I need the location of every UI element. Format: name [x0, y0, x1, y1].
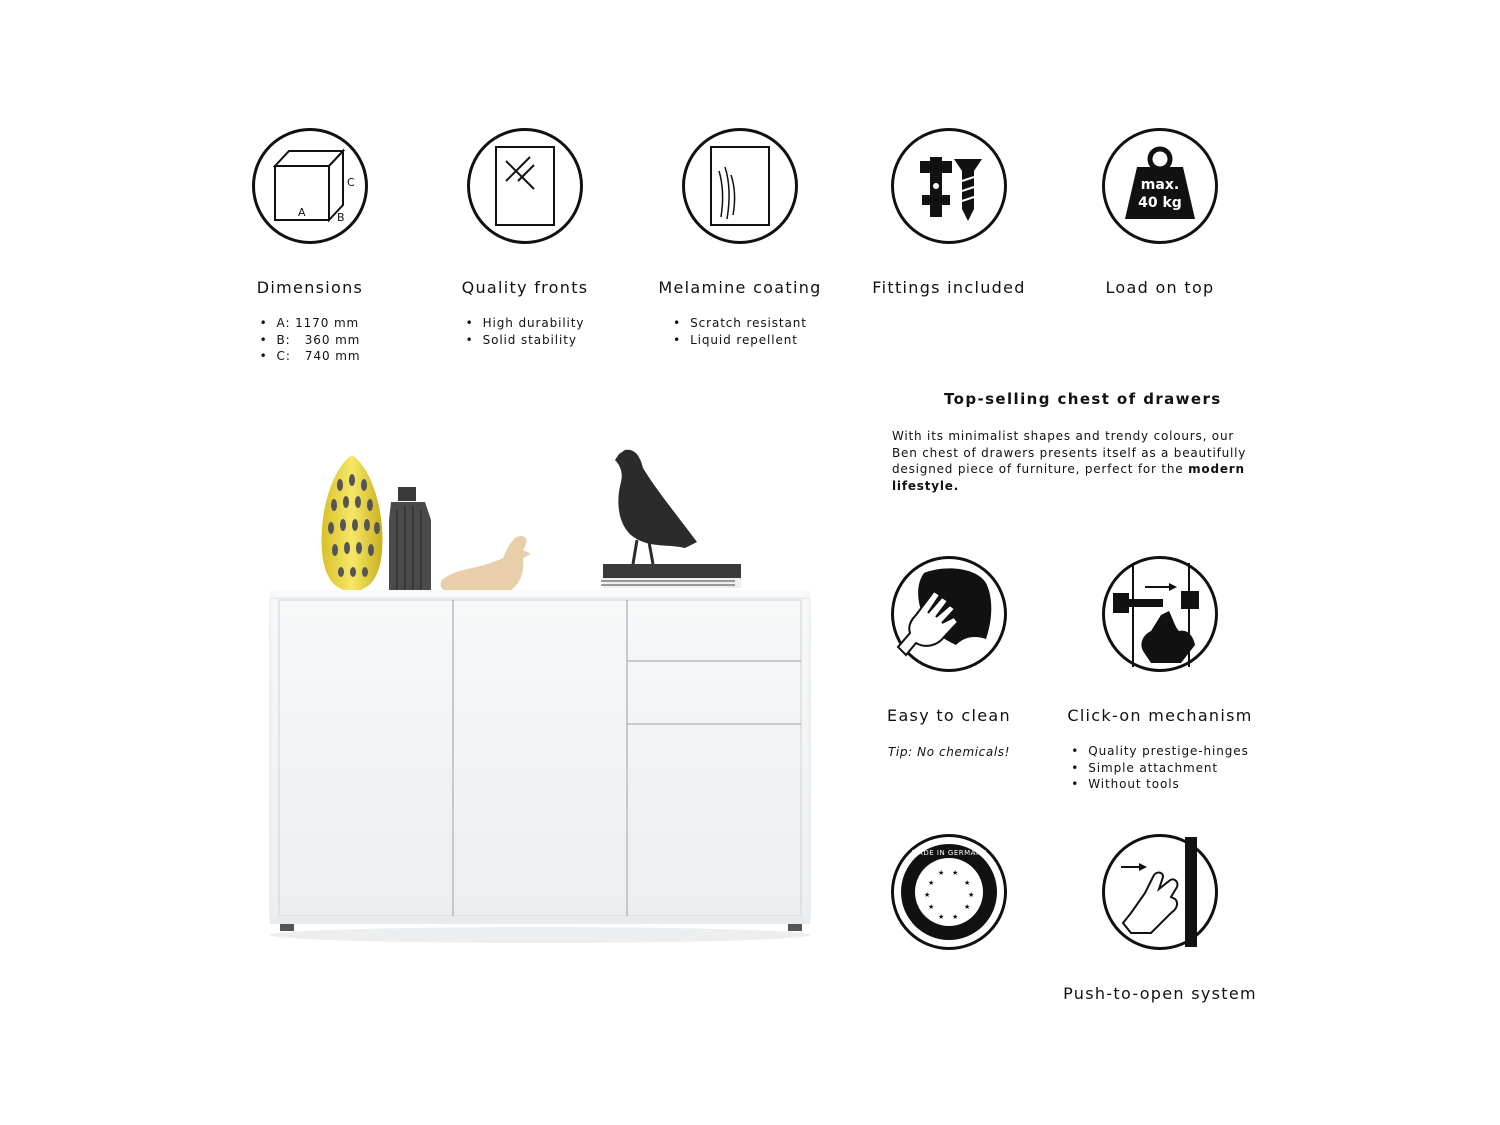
svg-text:★: ★: [952, 913, 959, 921]
svg-text:★: ★: [928, 879, 935, 887]
feature-title: Click-on mechanism: [1067, 706, 1253, 725]
feature-melamine-coating: [630, 128, 850, 348]
feature-bullets: [1071, 743, 1248, 793]
weight-label-kg: 40 kg: [1138, 195, 1182, 211]
svg-text:★: ★: [964, 903, 971, 911]
dark-bottle-vase: [389, 487, 431, 592]
dim-letter-c: C: [347, 176, 355, 189]
feature-bullets: [466, 315, 585, 348]
feature-title: Dimensions: [256, 278, 364, 297]
made-in-germany-seal-icon: [891, 834, 1007, 950]
feature-click-on-mechanism: [1050, 556, 1270, 793]
feature-easy-to-clean: [839, 556, 1059, 759]
feature-bullets: [673, 315, 807, 348]
bullet-item: • Solid stability: [466, 332, 585, 349]
quality-fronts-icon: [467, 128, 583, 244]
feature-quality-fronts: [415, 128, 635, 348]
svg-text:★: ★: [968, 891, 975, 899]
promo-title: Top-selling chest of drawers: [944, 390, 1222, 408]
bullet-item: • Simple attachment: [1071, 760, 1248, 777]
feature-title: Load on top: [1105, 278, 1215, 297]
yellow-vase: [322, 455, 383, 592]
bullet-item: • High durability: [466, 315, 585, 332]
seal-text: MADE IN GERMANY: [911, 849, 987, 857]
bullet-item: • Without tools: [1071, 776, 1248, 793]
feature-title: Quality fronts: [461, 278, 589, 297]
feature-bullets: [260, 315, 361, 365]
wooden-bird: [441, 536, 531, 592]
melamine-scratch-icon: [682, 128, 798, 244]
feature-title: Easy to clean: [887, 706, 1011, 725]
cleaning-cloth-hand-icon: [891, 556, 1007, 672]
weight-icon: [1102, 128, 1218, 244]
cube-dimensions-icon: [252, 128, 368, 244]
feature-fittings: [839, 128, 1059, 297]
feature-title: Melamine coating: [658, 278, 822, 297]
promo-text-body: With its minimalist shapes and trendy colours, our Ben chest of drawers presents itself as a beautifully designed piece of furniture, perfect for the: [892, 429, 1247, 476]
push-to-open-icon: [1102, 834, 1218, 950]
black-bird: [615, 450, 697, 564]
feature-dimensions: [200, 128, 420, 365]
svg-text:★: ★: [938, 869, 945, 877]
click-on-hinge-icon: [1102, 556, 1218, 672]
feature-made-in-germany: [839, 834, 1059, 950]
feature-load-on-top: [1050, 128, 1270, 297]
bullet-item: • C: 740 mm: [260, 348, 361, 365]
weight-label-max: max.: [1140, 177, 1180, 193]
promo-text: [892, 428, 1262, 494]
svg-text:★: ★: [928, 903, 935, 911]
bullet-item: • B: 360 mm: [260, 332, 361, 349]
cabinet: [270, 590, 810, 931]
svg-text:★: ★: [938, 913, 945, 921]
svg-text:★: ★: [952, 869, 959, 877]
feature-title: Fittings included: [872, 278, 1026, 297]
bullet-item: • Quality prestige-hinges: [1071, 743, 1248, 760]
feature-tip: Tip: No chemicals!: [887, 745, 1011, 759]
book-stack: [601, 564, 741, 588]
dim-letter-b: B: [337, 211, 345, 224]
svg-text:★: ★: [964, 879, 971, 887]
feature-title: Push-to-open system: [1063, 984, 1257, 1003]
hinge-screw-icon: [891, 128, 1007, 244]
furniture-image: [255, 440, 825, 954]
bullet-item: • A: 1170 mm: [260, 315, 361, 332]
bullet-item: • Scratch resistant: [673, 315, 807, 332]
feature-push-to-open: [1050, 834, 1270, 1003]
promo-text-bold: modern lifestyle.: [892, 462, 1245, 493]
bullet-item: • Liquid repellent: [673, 332, 807, 349]
svg-text:★: ★: [924, 891, 931, 899]
promo-block: [892, 390, 1262, 494]
dim-letter-a: A: [298, 206, 306, 219]
